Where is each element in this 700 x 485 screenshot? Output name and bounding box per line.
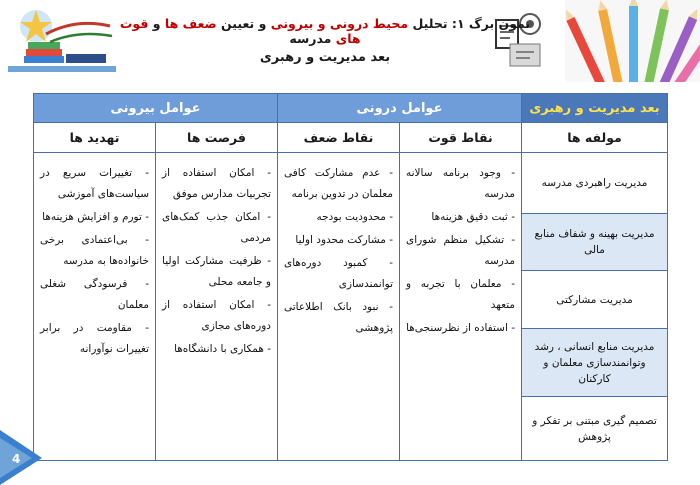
list-item: - فرسودگی شغلی معلمان xyxy=(40,278,149,311)
list-item: - امکان استفاده از دوره‌های مجازی xyxy=(162,299,271,332)
threats-cell xyxy=(34,153,156,461)
list-item: - نبود بانک اطلاعاتی پژوهشی xyxy=(284,301,393,334)
list-item: - عدم مشارکت کافی معلمان در تدوین برنامه xyxy=(284,167,393,200)
opportunities-header: فرصت ها xyxy=(156,123,278,153)
dimension-header: بعد مدیریت و رهبری xyxy=(522,94,668,123)
list-item: - وجود برنامه سالانه مدرسه xyxy=(406,167,515,200)
slide-header xyxy=(0,0,700,82)
component-cell: تصمیم گیری مبتنی بر تفکر و پژوهش xyxy=(522,397,668,461)
opportunities-cell xyxy=(156,153,278,461)
list-item: - تشکیل منظم شورای مدرسه xyxy=(406,234,515,267)
list-item: - ثبت دقیق هزینه‌ها xyxy=(431,211,515,223)
component-cell: مدیریت راهبردی مدرسه xyxy=(522,153,668,214)
list-item: - همکاری با دانشگاه‌ها xyxy=(174,343,271,355)
list-item: - مشارکت محدود اولیا xyxy=(295,234,393,246)
slide-subtitle: بعد مدیریت و رهبری xyxy=(259,50,391,65)
swot-table xyxy=(33,93,668,461)
list-item: - امکان استفاده از تجربیات مدارس موفق xyxy=(162,167,271,200)
internal-factors-header: عوامل درونی xyxy=(278,94,522,123)
component-cell: مدیریت بهینه و شفاف منابع مالی xyxy=(522,214,668,271)
list-item: - کمبود دوره‌های توانمندسازی xyxy=(284,257,393,290)
component-cell: مدیریت منابع انسانی ، رشد وتوانمندسازی معلمان و کارکنان xyxy=(522,329,668,397)
weaknesses-cell xyxy=(278,153,400,461)
page-number-badge xyxy=(0,430,42,485)
strengths-cell xyxy=(400,153,522,461)
pencils-decoration-icon xyxy=(565,0,700,82)
external-factors-header: عوامل بیرونی xyxy=(34,94,278,123)
components-header: مولفه ها xyxy=(522,123,668,153)
list-item: - بی‌اعتمادی برخی خانواده‌ها به مدرسه xyxy=(40,234,149,267)
page-number: 4 xyxy=(12,452,21,466)
strengths-header: نقاط قوت xyxy=(400,123,522,153)
component-cell: مدیریت مشارکتی xyxy=(522,271,668,329)
list-item: - استفاده از نظرسنجی‌ها xyxy=(406,322,515,334)
education-logo-icon xyxy=(6,4,118,78)
list-item: - معلمان با تجربه و متعهد xyxy=(406,278,515,311)
list-item: - امکان جذب کمک‌های مردمی xyxy=(162,211,271,244)
list-item: - تورم و افزایش هزینه‌ها xyxy=(42,211,149,223)
slide-title: نمون برگ ۱: تحلیل محیط درونی و بیرونی و تعیین ضعف ها و قوت های مدرسه xyxy=(119,16,531,46)
list-item: - تغییرات سریع در سیاست‌های آموزشی xyxy=(40,167,149,200)
list-item: - مقاومت در برابر تغییرات نوآورانه xyxy=(40,322,149,355)
threats-header: تهدید ها xyxy=(34,123,156,153)
weaknesses-header: نقاط ضعف xyxy=(278,123,400,153)
list-item: - محدودیت بودجه xyxy=(316,211,393,223)
list-item: - ظرفیت مشارکت اولیا و جامعه محلی xyxy=(162,255,271,288)
